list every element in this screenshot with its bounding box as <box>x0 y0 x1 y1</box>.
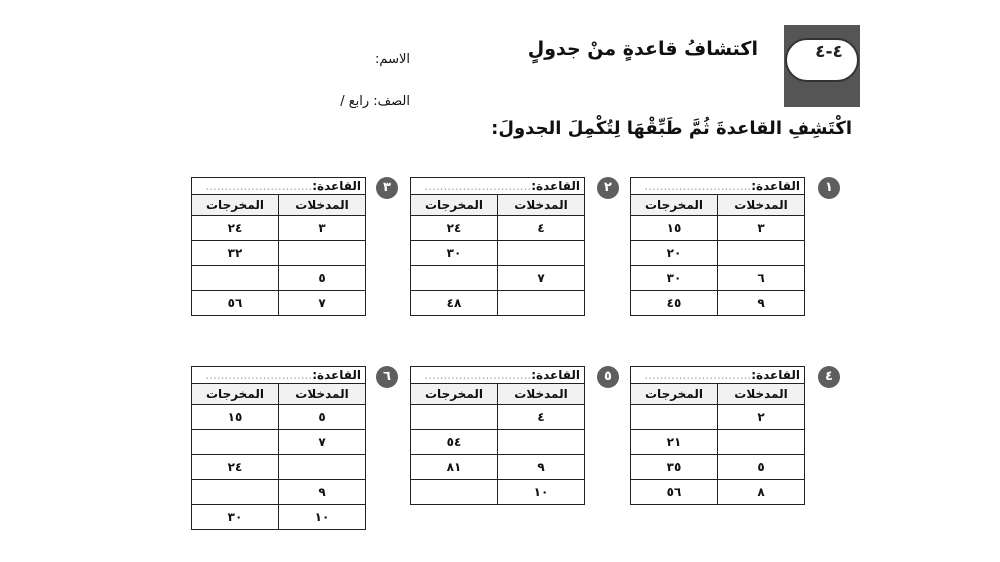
table-row <box>631 216 805 241</box>
table-row <box>192 216 366 241</box>
table-5-number-badge: ٥ <box>597 366 619 388</box>
output-cell[interactable]: ٥٦ <box>631 480 718 505</box>
input-cell[interactable]: ١٠ <box>279 505 366 530</box>
name-label: الاسم: <box>375 52 410 67</box>
table-row <box>411 266 585 291</box>
output-cell[interactable] <box>411 266 498 291</box>
output-cell[interactable]: ٥٦ <box>192 291 279 316</box>
input-cell[interactable]: ٧ <box>498 266 585 291</box>
inputs-header: المدخلات <box>279 384 366 405</box>
output-cell[interactable]: ١٥ <box>192 405 279 430</box>
instruction-text: اكْتَشِفِ القاعدةَ ثُمَّ طَبِّقْهَا لِتُكْمِلَ الجدولَ: <box>491 118 852 139</box>
output-cell[interactable]: ٣٠ <box>192 505 279 530</box>
input-cell[interactable]: ٦ <box>718 266 805 291</box>
table-2-number-badge: ٢ <box>597 177 619 199</box>
table-row <box>411 241 585 266</box>
output-cell[interactable] <box>411 480 498 505</box>
rule-row[interactable]: القاعدة:............................ <box>192 367 366 384</box>
outputs-header: المخرجات <box>411 195 498 216</box>
table-row <box>192 266 366 291</box>
table-row <box>192 405 366 430</box>
input-cell[interactable] <box>279 455 366 480</box>
input-cell[interactable]: ٣ <box>718 216 805 241</box>
table-row <box>192 291 366 316</box>
table-row <box>411 480 585 505</box>
output-cell[interactable] <box>631 405 718 430</box>
rule-row[interactable]: القاعدة:............................ <box>631 178 805 195</box>
output-cell[interactable] <box>411 405 498 430</box>
table-4-number-badge: ٤ <box>818 366 840 388</box>
table-1 <box>630 177 805 316</box>
table-4 <box>630 366 805 505</box>
table-3-number-badge: ٣ <box>376 177 398 199</box>
output-cell[interactable]: ١٥ <box>631 216 718 241</box>
table-5 <box>410 366 585 505</box>
lesson-number: ٤-٤ <box>815 42 843 62</box>
table-row <box>192 480 366 505</box>
table-row <box>411 430 585 455</box>
table-6-number-badge: ٦ <box>376 366 398 388</box>
outputs-header: المخرجات <box>631 195 718 216</box>
input-cell[interactable] <box>718 241 805 266</box>
inputs-header: المدخلات <box>498 384 585 405</box>
input-cell[interactable]: ١٠ <box>498 480 585 505</box>
table-row <box>631 455 805 480</box>
input-cell[interactable]: ٩ <box>498 455 585 480</box>
input-cell[interactable]: ٧ <box>279 291 366 316</box>
output-cell[interactable]: ٣٢ <box>192 241 279 266</box>
output-cell[interactable]: ٢٠ <box>631 241 718 266</box>
output-cell[interactable]: ٣٠ <box>631 266 718 291</box>
table-row <box>192 505 366 530</box>
outputs-header: المخرجات <box>192 195 279 216</box>
table-row <box>631 291 805 316</box>
input-cell[interactable]: ٤ <box>498 216 585 241</box>
inputs-header: المدخلات <box>498 195 585 216</box>
output-cell[interactable]: ٣٥ <box>631 455 718 480</box>
output-cell[interactable]: ٢٤ <box>192 216 279 241</box>
input-cell[interactable]: ٥ <box>718 455 805 480</box>
input-cell[interactable]: ٥ <box>279 405 366 430</box>
input-cell[interactable] <box>498 291 585 316</box>
input-cell[interactable]: ٩ <box>718 291 805 316</box>
input-cell[interactable] <box>498 430 585 455</box>
table-row <box>631 430 805 455</box>
rule-row[interactable]: القاعدة:............................ <box>631 367 805 384</box>
input-cell[interactable] <box>718 430 805 455</box>
table-row <box>411 291 585 316</box>
outputs-header: المخرجات <box>192 384 279 405</box>
output-cell[interactable]: ٢٤ <box>411 216 498 241</box>
input-cell[interactable] <box>279 241 366 266</box>
output-cell[interactable] <box>192 266 279 291</box>
input-cell[interactable]: ٨ <box>718 480 805 505</box>
input-cell[interactable]: ٤ <box>498 405 585 430</box>
inputs-header: المدخلات <box>718 384 805 405</box>
table-6 <box>191 366 366 530</box>
outputs-header: المخرجات <box>411 384 498 405</box>
table-1-number-badge: ١ <box>818 177 840 199</box>
table-row <box>192 430 366 455</box>
output-cell[interactable]: ٥٤ <box>411 430 498 455</box>
rule-row[interactable]: القاعدة:............................ <box>411 178 585 195</box>
input-cell[interactable]: ٣ <box>279 216 366 241</box>
table-2 <box>410 177 585 316</box>
inputs-header: المدخلات <box>718 195 805 216</box>
table-row <box>192 241 366 266</box>
table-row <box>411 216 585 241</box>
inputs-header: المدخلات <box>279 195 366 216</box>
table-row <box>631 241 805 266</box>
input-cell[interactable] <box>498 241 585 266</box>
output-cell[interactable]: ٢٤ <box>192 455 279 480</box>
input-cell[interactable]: ٥ <box>279 266 366 291</box>
table-row <box>631 266 805 291</box>
table-3 <box>191 177 366 316</box>
class-label: الصف: رابع / <box>340 94 410 109</box>
input-cell[interactable]: ٢ <box>718 405 805 430</box>
table-row <box>631 480 805 505</box>
output-cell[interactable]: ٨١ <box>411 455 498 480</box>
table-row <box>411 455 585 480</box>
output-cell[interactable] <box>192 430 279 455</box>
output-cell[interactable]: ٢١ <box>631 430 718 455</box>
output-cell[interactable] <box>192 480 279 505</box>
output-cell[interactable]: ٤٥ <box>631 291 718 316</box>
output-cell[interactable]: ٤٨ <box>411 291 498 316</box>
outputs-header: المخرجات <box>631 384 718 405</box>
table-row <box>631 405 805 430</box>
input-cell[interactable]: ٩ <box>279 480 366 505</box>
input-cell[interactable]: ٧ <box>279 430 366 455</box>
output-cell[interactable]: ٣٠ <box>411 241 498 266</box>
table-row <box>192 455 366 480</box>
rule-row[interactable]: القاعدة:............................ <box>192 178 366 195</box>
lesson-title: اكتشافُ قاعدةٍ منْ جدولٍ <box>527 38 758 60</box>
table-row <box>411 405 585 430</box>
rule-row[interactable]: القاعدة:............................ <box>411 367 585 384</box>
